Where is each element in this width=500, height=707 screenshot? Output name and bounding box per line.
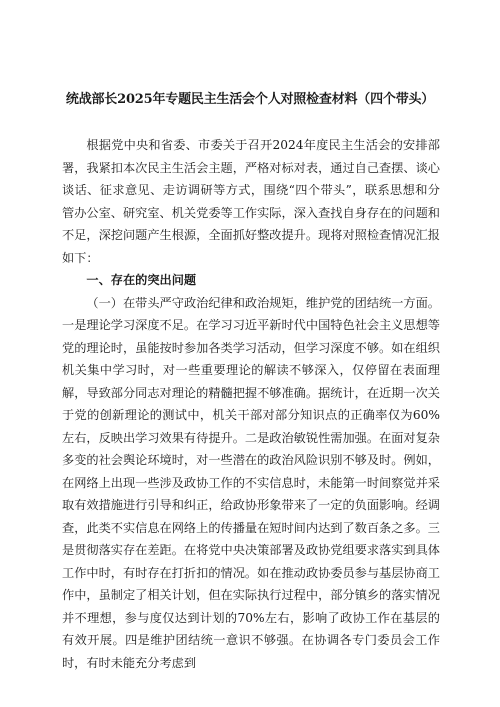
document-title: 统战部长2025年专题民主生活会个人对照检查材料（四个带头） bbox=[65, 92, 435, 107]
intro-paragraph: 根据党中央和省委、市委关于召开2024年度民主生活会的安排部署，我紧扣本次民主生活会主题，严格对标对表，通过自己查摆、谈心谈话、征求意见、走访调研等方式，围绕“四个带头”，联系思想和分管办公室、研究室、机关党委等工作实际，深入查找自身存在的问题和不足，深挖问题产生根源，全面抓好整改提升。现将对照检查情况汇报如下： bbox=[62, 138, 440, 265]
document-body bbox=[62, 134, 440, 674]
section-heading: 一、存在的突出问题 bbox=[86, 273, 197, 287]
section-paragraph: （一）在带头严守政治纪律和政治规矩，维护党的团结统一方面。一是理论学习深度不足。在学习习近平新时代中国特色社会主义思想等党的理论时，虽能按时参加各类学习活动，但学习深度不够。如在组织机关集中学习时，对一些重要理论的解读不够深入，仅停留在表面理解，导致部分同志对理论的精髓把握不够准确。据统计，在近期一次关于党的创新理论的测试中，机关干部对部分知识点的正确率仅为60%左右，反映出学习效果有待提升。二是政治敏锐性需加强。在面对复杂多变的社会舆论环境时，对一些潜在的政治风险识别不够及时。例如，在网络上出现一些涉及政协工作的不实信息时，未能第一时间察觉并采取有效措施进行引导和纠正，给政协形象带来了一定的负面影响。经调查，此类不实信息在网络上的传播量在短时间内达到了数百条之多。三是贯彻落实存在差距。在将党中央决策部署及政协党组要求落实到具体工作中时，有时存在打折扣的情况。如在推动政协委员参与基层协商工作中，虽制定了相关计划，但在实际执行过程中，部分镇乡的落实情况并不理想，参与度仅达到计划的70%左右，影响了政协工作在基层的有效开展。四是维护团结统一意识不够强。在协调各专门委员会工作时，有时未能充分考虑到 bbox=[62, 295, 440, 670]
